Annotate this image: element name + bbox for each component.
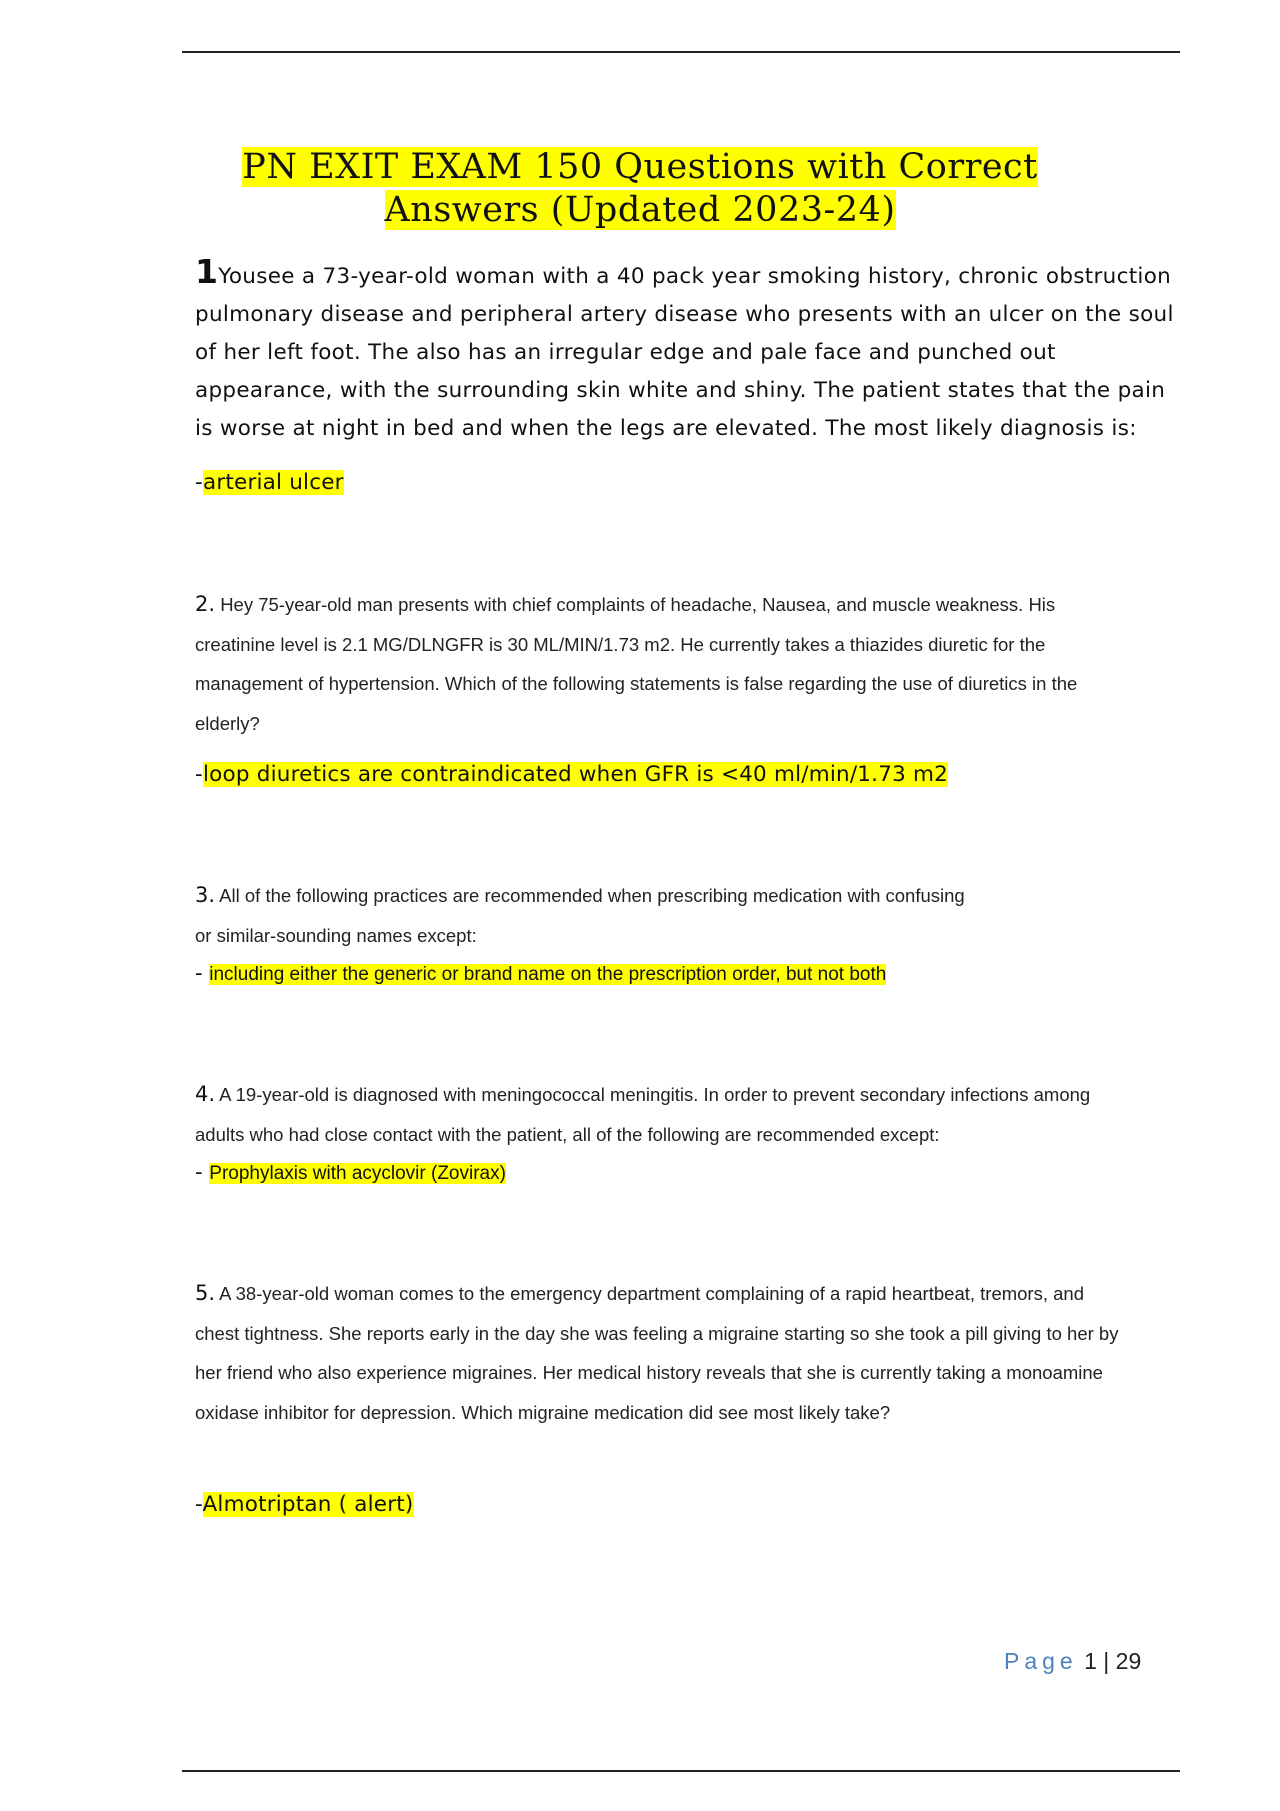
page-total: 29 bbox=[1115, 1648, 1142, 1674]
answer-4 bbox=[195, 1160, 506, 1185]
header-rule bbox=[182, 51, 1180, 53]
question-text: A 38-year-old woman comes to the emergency department complaining of a rapid heartbeat, tremors, and chest tightness. She reports early in the day she was feeling a migraine starting so she took a pill giving to her by her friend who also experience migraines. Her medical history reveals that she is currently taking a monoamine oxidase inhibitor for depression. Which migraine medication did see most likely take? bbox=[195, 1283, 1119, 1423]
document-title bbox=[150, 146, 1130, 232]
answer-prefix: - bbox=[195, 470, 203, 495]
title-line-2: Answers (Updated 2023-24) bbox=[384, 190, 896, 230]
question-text: Hey 75-year-old man presents with chief complaints of headache, Nausea, and muscle weakness. His creatinine level is 2.1 MG/DLNGFR is 30 ML/MIN/1.73 m2. He currently takes a thiazides diuretic for the management of hypertension. Which of the following statements is false regarding the use of diuretics in the elderly? bbox=[195, 594, 1078, 734]
answer-3 bbox=[195, 961, 886, 986]
answer-text: including either the generic or brand name on the prescription order, but not both bbox=[209, 964, 887, 985]
answer-text: Prophylaxis with acyclovir (Zovirax) bbox=[209, 1163, 506, 1184]
answer-text: arterial ulcer bbox=[202, 470, 344, 495]
answer-prefix: - bbox=[195, 1160, 210, 1184]
answer-text: Almotriptan ( alert) bbox=[202, 1492, 414, 1517]
page-footer bbox=[1004, 1648, 1141, 1675]
footer-rule bbox=[182, 1770, 1180, 1772]
answer-5 bbox=[195, 1492, 414, 1517]
answer-2 bbox=[195, 762, 948, 787]
question-number: 2. bbox=[195, 592, 216, 616]
page-number: 1 bbox=[1084, 1648, 1097, 1674]
question-5 bbox=[195, 1274, 1125, 1432]
question-number: 3. bbox=[195, 883, 216, 907]
question-text: Yousee a 73-year-old woman with a 40 pack year smoking history, chronic obstruction pulmonary disease and peripheral artery disease who presents with an ulcer on the soul of her left foot. The also has an irregular edge and pale face and punched out appearance, with the surrounding skin white and shiny. The patient states that the pain is worse at night in bed and when the legs are elevated. The most likely diagnosis is: bbox=[195, 264, 1174, 441]
title-line-1: PN EXIT EXAM 150 Questions with Correct bbox=[242, 147, 1038, 187]
answer-prefix: - bbox=[195, 961, 210, 985]
question-2 bbox=[195, 585, 1095, 743]
question-3 bbox=[195, 876, 965, 955]
page-separator: | bbox=[1096, 1648, 1116, 1674]
answer-prefix: - bbox=[195, 762, 203, 787]
question-number: 1 bbox=[195, 252, 219, 291]
answer-prefix: - bbox=[195, 1492, 203, 1517]
question-text: A 19-year-old is diagnosed with meningococcal meningitis. In order to prevent secondary infections among adults who had close contact with the patient, all of the following are recommended except: bbox=[195, 1084, 1091, 1145]
question-4 bbox=[195, 1075, 1120, 1154]
page-word: Page bbox=[1004, 1648, 1078, 1674]
question-1 bbox=[195, 253, 1180, 448]
answer-1 bbox=[195, 470, 344, 495]
question-text: All of the following practices are recommended when prescribing medication with confusing or similar-sounding names except: bbox=[195, 885, 965, 946]
question-number: 5. bbox=[195, 1281, 216, 1305]
answer-text: loop diuretics are contraindicated when GFR is <40 ml/min/1.73 m2 bbox=[202, 762, 949, 787]
question-number: 4. bbox=[195, 1082, 216, 1106]
